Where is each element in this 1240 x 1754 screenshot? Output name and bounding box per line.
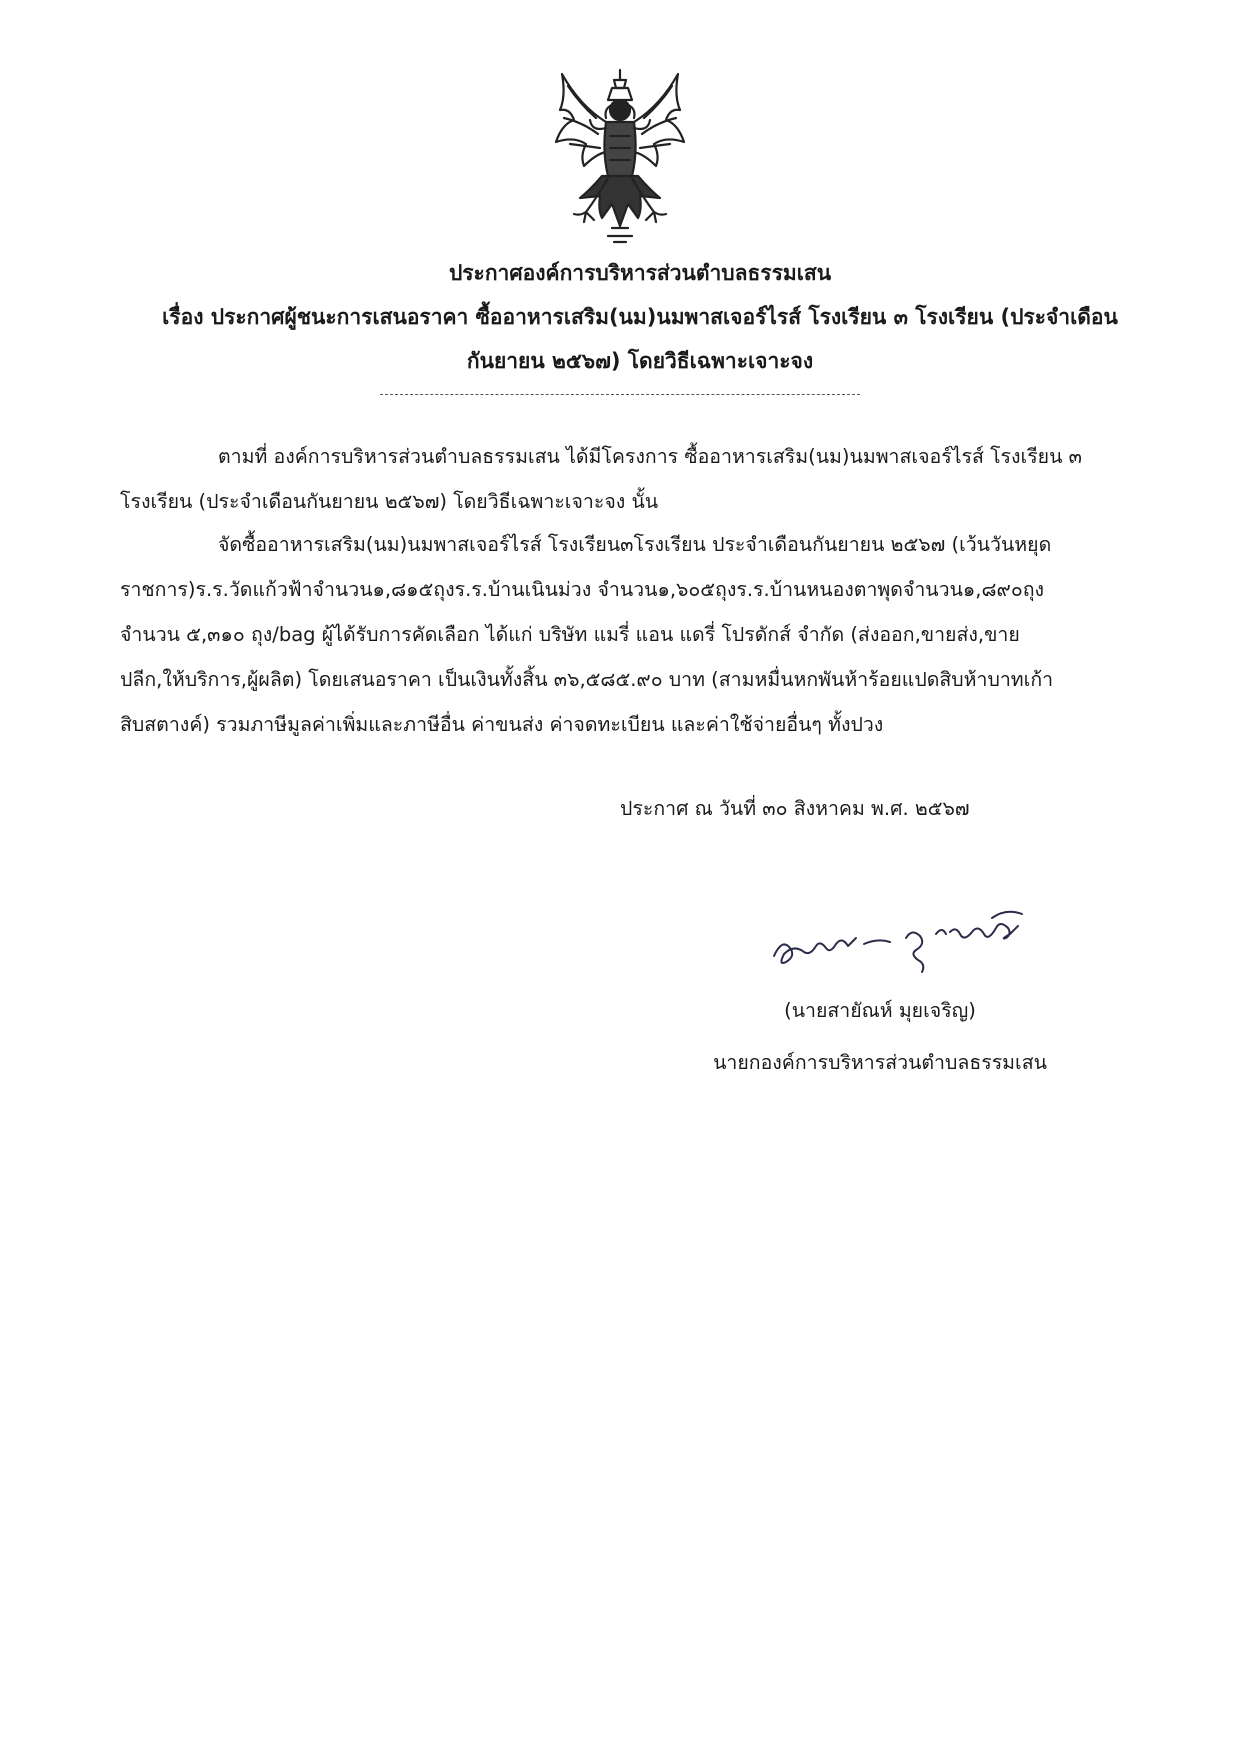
paragraph-line: สิบสตางค์) รวมภาษีมูลค่าเพิ่มและภาษีอื่น ค่าขนส่ง ค่าจดทะเบียน และค่าใช้จ่ายอื่นๆ ทั้งปวง: [120, 713, 884, 736]
announcement-subject: เรื่อง ประกาศผู้ชนะการเสนอราคา ซื้ออาหารเสริม(นม)นมพาสเจอร์ไรส์ โรงเรียน ๓ โรงเรียน (ประจำเดือน: [162, 305, 1118, 329]
paragraph-line: โรงเรียน (ประจำเดือนกันยายน ๒๕๖๗) โดยวิธีเฉพาะเจาะจง นั้น: [120, 490, 659, 513]
paragraph-line: ปลีก,ให้บริการ,ผู้ผลิต) โดยเสนอราคา เป็นเงินทั้งสิ้น ๓๖,๕๘๕.๙๐ บาท (สามหมื่นหกพันห้าร้อยแปดสิบห้าบาทเก้า: [120, 668, 1054, 691]
paragraph-line: จำนวน ๕,๓๑๐ ถุง/bag ผู้ได้รับการคัดเลือก ได้แก่ บริษัท แมรี่ แอน แดรี่ โปรดักส์ จำกัด (ส่งออก,ขายส่ง,ขาย: [120, 623, 1020, 646]
announcement-subject-continued: กันยายน ๒๕๖๗) โดยวิธีเฉพาะเจาะจง: [466, 349, 814, 373]
paragraph-line: ตามที่ องค์การบริหารส่วนตำบลธรรมเสน ได้มีโครงการ ซื้ออาหารเสริม(นม)นมพาสเจอร์ไรส์ โรงเรียน ๓: [218, 445, 1082, 468]
announcement-date: ประกาศ ณ วันที่ ๓๐ สิงหาคม พ.ศ. ๒๕๖๗: [620, 797, 970, 820]
paragraph-line: จัดซื้ออาหารเสริม(นม)นมพาสเจอร์ไรส์ โรงเรียน๓โรงเรียน ประจำเดือนกันยายน ๒๕๖๗ (เว้นวันหยุด: [218, 533, 1052, 556]
body-paragraph-1: [120, 434, 1120, 524]
signer-name: (นายสายัณห์ มุยเจริญ): [784, 999, 976, 1022]
paragraph-line: ราชการ)ร.ร.วัดแก้วฟ้าจำนวน๑,๘๑๕ถุงร.ร.บ้านเนินม่วง จำนวน๑,๖๐๕ถุงร.ร.บ้านหนองตาพุดจำนวน๑,๘๙๐ถุง: [120, 578, 1045, 601]
dashed-divider: [380, 394, 860, 395]
handwritten-signature: [760, 898, 1060, 978]
garuda-emblem-icon: [540, 66, 700, 246]
signer-position: นายกองค์การบริหารส่วนตำบลธรรมเสน: [713, 1051, 1047, 1074]
body-paragraph-2: [120, 522, 1120, 747]
announcement-title: ประกาศองค์การบริหารส่วนตำบลธรรมเสน: [448, 261, 832, 285]
